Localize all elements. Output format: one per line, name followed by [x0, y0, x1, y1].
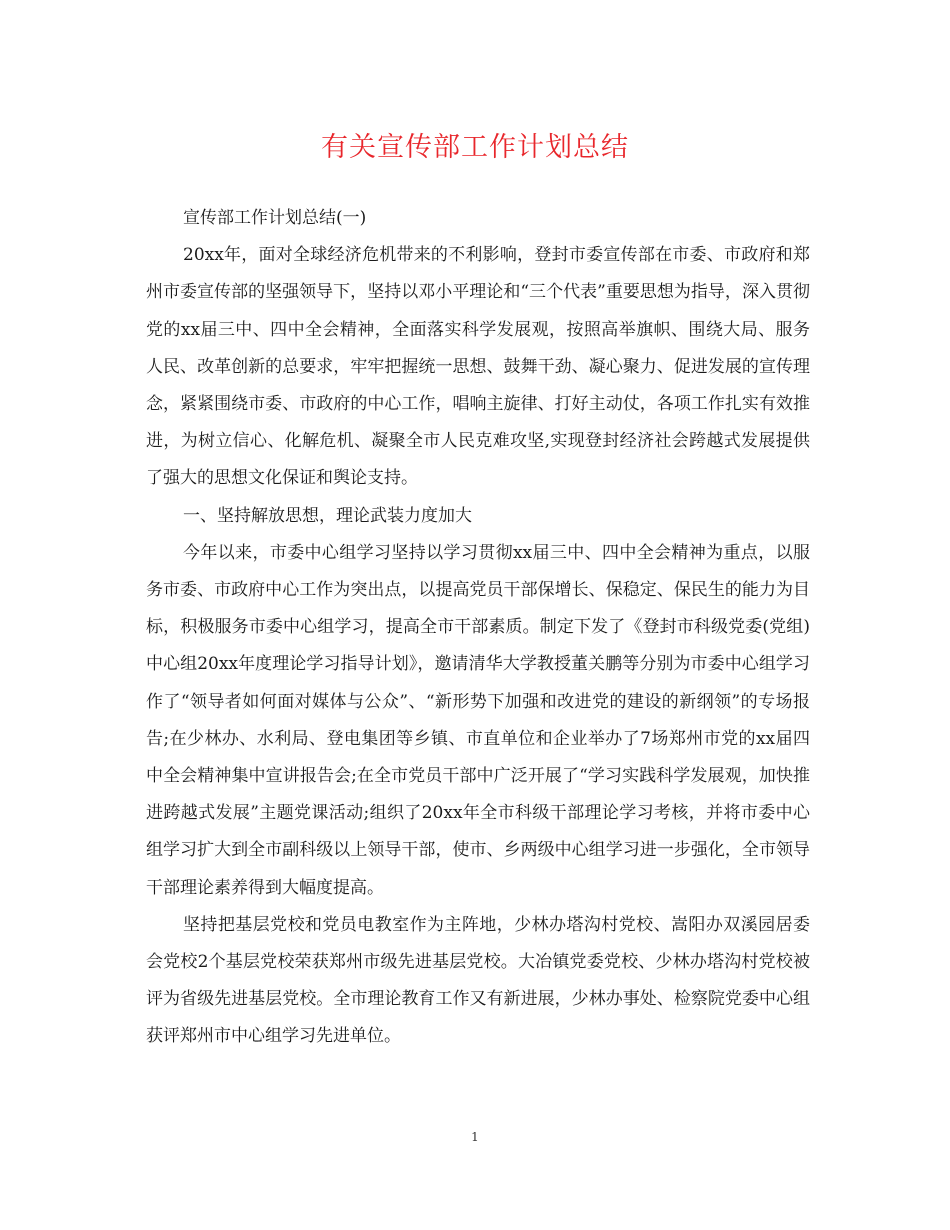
section-heading-1: 宣传部工作计划总结(一): [183, 208, 367, 228]
paragraph-party-school: 坚持把基层党校和党员电教室作为主阵地，少林办塔沟村党校、嵩阳办双溪园居委会党校2个基层党校荣获郑州市级先进基层党校。大冶镇党委党校、少林办塔沟村党校被评为省级先进基层党校。全市理论教育工作又有新进展，少林办事处、检察院党委中心组获评郑州市中心组学习先进单位。: [146, 914, 810, 1047]
page-number: 1: [471, 1130, 479, 1144]
document-title: 有关宣传部工作计划总结: [321, 132, 629, 163]
paragraph-intro: 20xx年，面对全球经济危机带来的不利影响，登封市委宣传部在市委、市政府和郑州市委宣传部的坚强领导下，坚持以邓小平理论和“三个代表”重要思想为指导，深入贯彻党的xx届三中、四中全会精神，全面落实科学发展观，按照高举旗帜、围绕大局、服务人民、改革创新的总要求，牢牢把握统一思想、鼓舞干劲、凝心聚力、促进发展的宣传理念，紧紧围绕市委、市政府的中心工作，唱响主旋律、打好主动仗，各项工作扎实有效推进，为树立信心、化解危机、凝聚全市人民克难攻坚,实现登封经济社会跨越式发展提供了强大的思想文化保证和舆论支持。: [146, 245, 810, 489]
paragraph-theory: 今年以来，市委中心组学习坚持以学习贯彻xx届三中、四中全会精神为重点，以服务市委、市政府中心工作为突出点，以提高党员干部保增长、保稳定、保民生的能力为目标，积极服务市委中心组学习，提高全市干部素质。制定下发了《登封市科级党委(党组)中心组20xx年度理论学习指导计划》，邀请清华大学教授董关鹏等分别为市委中心组学习作了“领导者如何面对媒体与公众”、“新形势下加强和改进党的建设的新纲领”的专场报告;在少林办、水利局、登电集团等乡镇、市直单位和企业举办了7场郑州市党的xx届四中全会精神集中宣讲报告会;在全市党员干部中广泛开展了“学习实践科学发展观，加快推进跨越式发展”主题党课活动;组织了20xx年全市科级干部理论学习考核，并将市委中心组学习扩大到全市副科级以上领导干部，使市、乡两级中心组学习进一步强化，全市领导干部理论素养得到大幅度提高。: [146, 542, 810, 898]
document-body: [146, 200, 810, 1056]
section-heading-2: 一、坚持解放思想，理论武装力度加大: [183, 505, 472, 526]
